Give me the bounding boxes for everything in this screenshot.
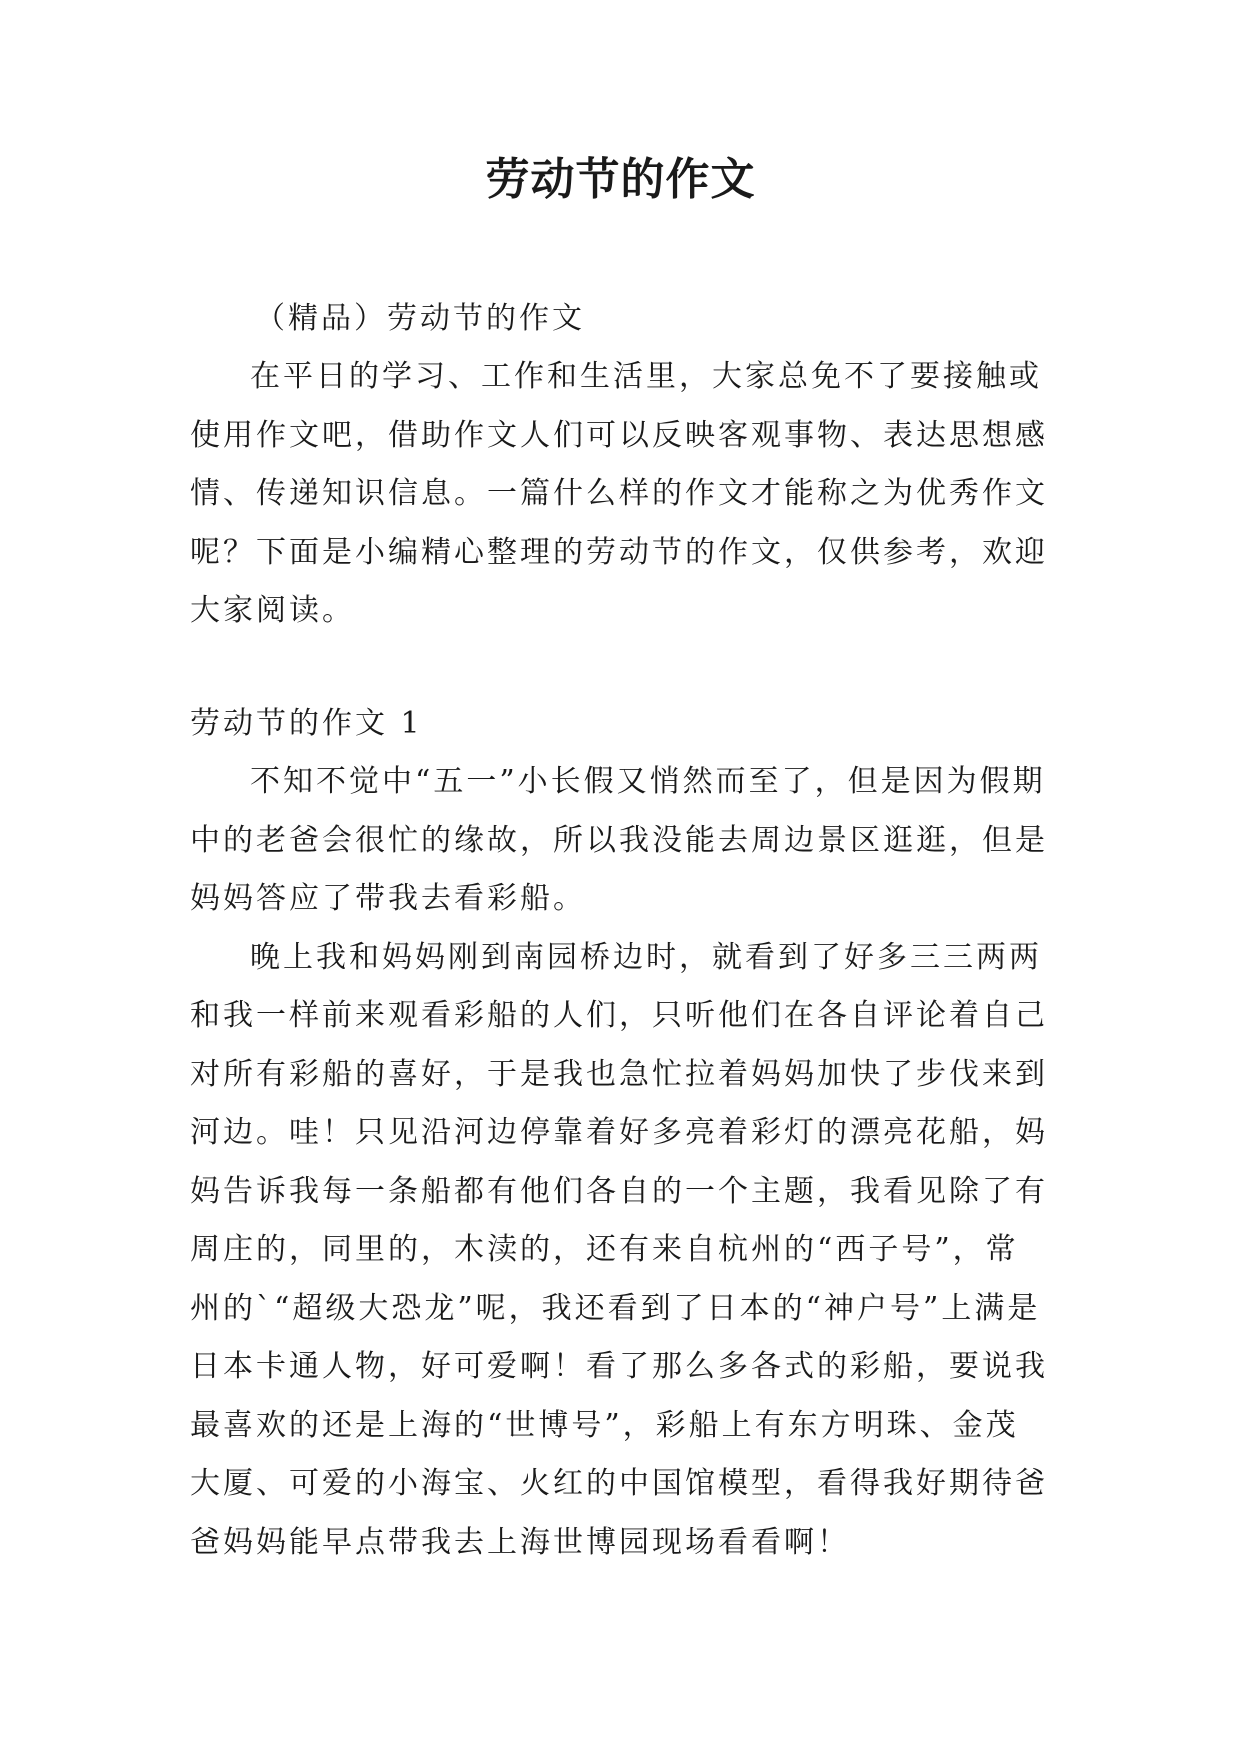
essay-paragraph-1: 不知不觉中“五一”小长假又悄然而至了，但是因为假期中的老爸会很忙的缘故，所以我没能去周边景区逛逛，但是妈妈答应了带我去看彩船。 xyxy=(190,764,1048,916)
document-title: 劳动节的作文 xyxy=(485,154,756,205)
essay-body xyxy=(190,753,1050,1572)
intro-paragraph: 在平日的学习、工作和生活里，大家总免不了要接触或使用作文吧，借助作文人们可以反映客观事物、表达思想感情、传递知识信息。一篇什么样的作文才能称之为优秀作文呢？下面是小编精心整理的劳动节的作文，仅供参考，欢迎大家阅读。 xyxy=(190,359,1048,628)
document-subtitle: （精品）劳动节的作文 xyxy=(255,301,585,336)
intro-block xyxy=(190,348,1050,641)
section-heading: 劳动节的作文 1 xyxy=(190,706,423,741)
essay-paragraph-2: 晚上我和妈妈刚到南园桥边时，就看到了好多三三两两和我一样前来观看彩船的人们，只听他们在各自评论着自己对所有彩船的喜好，于是我也急忙拉着妈妈加快了步伐来到河边。哇！只见沿河边停靠着好多亮着彩灯的漂亮花船，妈妈告诉我每一条船都有他们各自的一个主题，我看见除了有周庄的，同里的，木渎的，还有来自杭州的“西子号”，常州的`“超级大恐龙”呢，我还看到了日本的“神户号”上满是日本卡通人物，好可爱啊！看了那么多各式的彩船，要说我最喜欢的还是上海的“世博号”，彩船上有东方明珠、金茂大厦、可爱的小海宝、火红的中国馆模型，看得我好期待爸爸妈妈能早点带我去上海世博园现场看看啊！ xyxy=(190,939,1048,1560)
